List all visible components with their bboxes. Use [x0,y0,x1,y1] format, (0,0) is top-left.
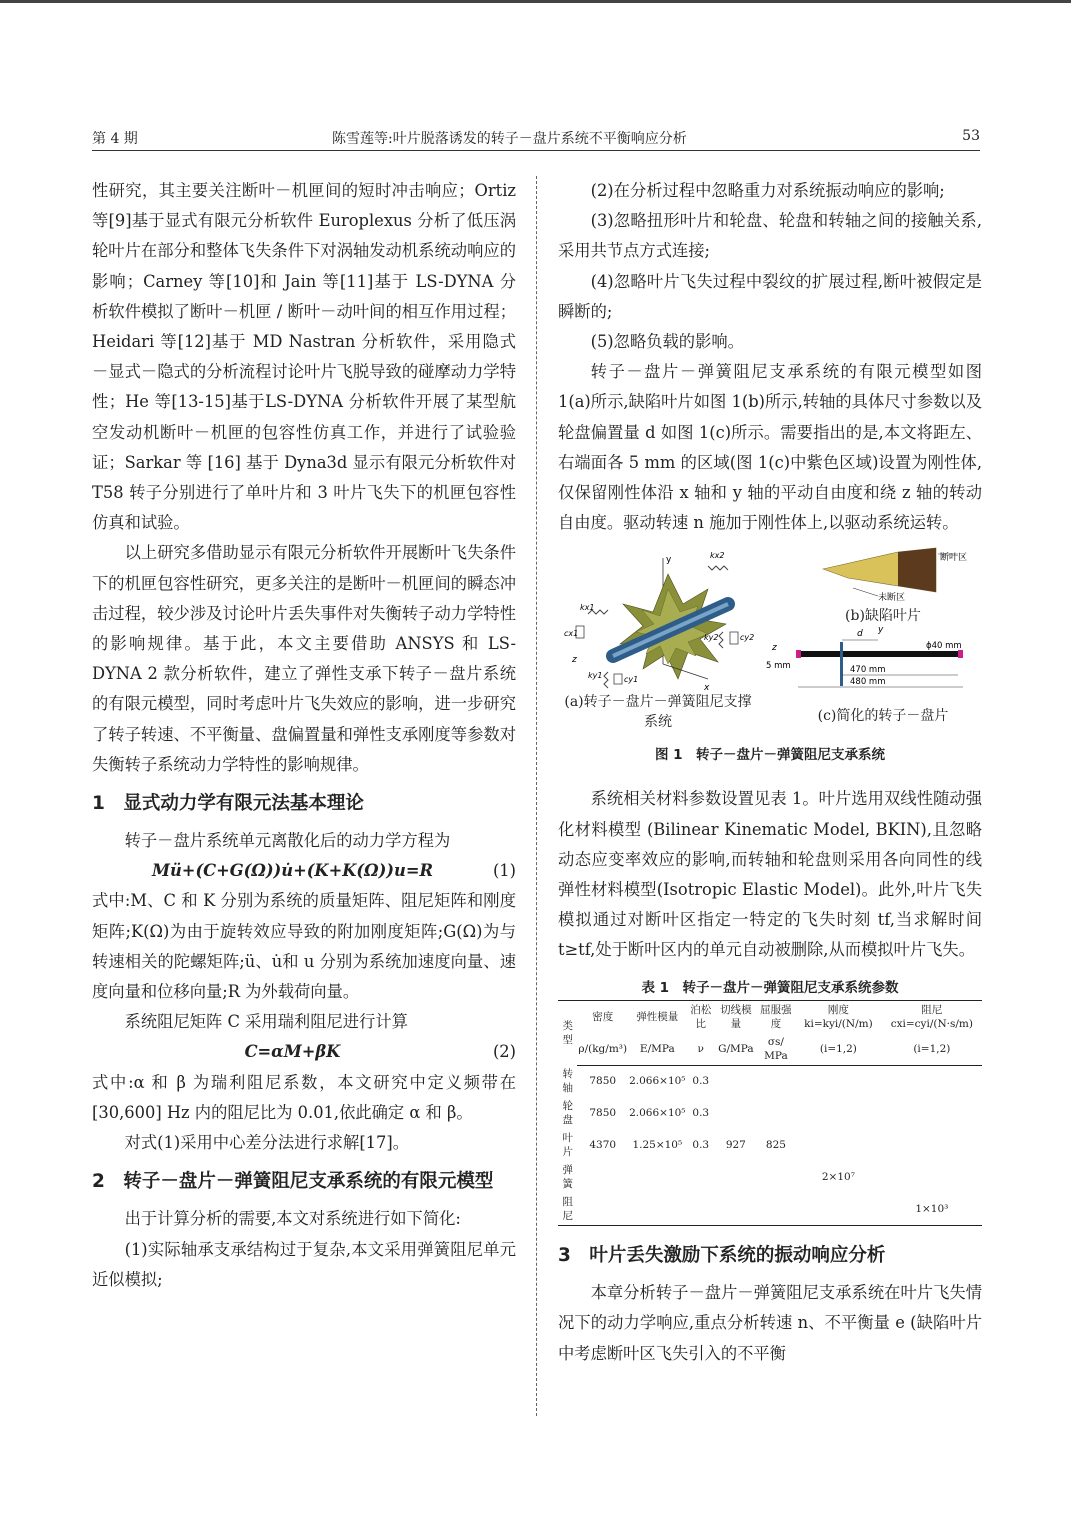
table-cell [795,1097,882,1129]
table-cell: 825 [765,1139,786,1152]
table-row [558,1129,982,1161]
equation-1 [92,856,516,886]
equation-formula: Mü+(C+G(Ω))u̇+(K+K(Ω))u=R [151,861,433,881]
svg-text:y: y [878,625,884,636]
table-cell [757,1193,795,1226]
paragraph: 转子－盘片系统单元离散化后的动力学方程为 [124,831,451,851]
right-column [558,176,982,1369]
table-cell: 4370 [589,1139,617,1152]
table-cell: 弹簧 [562,1164,573,1191]
table-cell: 叶片 [562,1132,573,1159]
paragraph: 对式(1)采用中心差分法进行求解[17]。 [124,1133,410,1153]
table-row [558,1193,982,1226]
paragraph: 出于计算分析的需要,本文对系统进行如下简化: [124,1209,461,1229]
table-cell: 0.3 [692,1107,710,1120]
paragraph: 式中:α 和 β 为瑞利阻尼系数，本文研究中定义频带在[30,600] Hz 内的阻尼比为 0.01,依此确定 α 和 β。 [92,1072,516,1122]
table-row [558,1161,982,1193]
x-axis-label: x [704,683,710,694]
left-column [92,176,516,1295]
table-header: 刚度 ki=kyi/(N/m) [795,1000,882,1033]
kx1-label: kx1 [580,603,595,613]
table-cell [687,1161,715,1193]
header-rule [92,150,980,151]
subcaption-b: (b)缺陷叶片 [845,608,921,625]
table-header: ν [687,1033,715,1066]
simplified-rotor [766,625,963,687]
paragraph: 本章分析转子－盘片－弹簧阻尼支承系统在叶片飞失情况下的动力学响应,重点分析转速 n、不平衡量 e (缺陷叶片中考虑断叶区飞失引入的不平衡 [558,1283,982,1363]
unbroken-zone-label: 未断区 [878,593,906,604]
paragraph: 系统阻尼矩阵 C 采用瑞利阻尼进行计算 [124,1012,408,1032]
table-cell [882,1161,982,1193]
rigid-region-right [958,650,963,658]
paragraph: 以上研究多借助显示有限元分析软件开展断叶飞失条件下的机匣包容性研究，更多关注的是断叶－机匣间的瞬态冲击过程，较少涉及讨论叶片丢失事件对失衡转子动力学特性的影响规律。基于此，本文主要借助 ANSYS 和 LS-DYNA 2 款分析软件，建立了弹性支承下转子－盘片系统的有限元模型，同时考虑叶片飞失效应的影响，进一步研究了转子转速、不平衡量、盘偏置量和弹性支承刚度等参数对失衡转子系统动力学特性的影响规律。 [92,543,516,774]
table-title: 表 1 转子－盘片－弹簧阻尼支承系统参数 [641,979,899,996]
table-cell: 1.25×10⁵ [632,1139,683,1152]
paragraph: 式中:M、C 和 K 分别为系统的质量矩阵、阻尼矩阵和刚度矩阵;K(Ω)为由于旋转效应导致的附加刚度矩阵;G(Ω)为与转速相关的陀螺矩阵;ü、u̇和 u 分别为系统加速度向量、速度向量和位移向量;R 为外载荷向量。 [92,891,516,1002]
table-cell [715,1161,757,1193]
paragraph: 转子－盘片－弹簧阻尼支承系统的有限元模型如图 1(a)所示,缺陷叶片如图 1(b)所示,转轴的具体尺寸参数以及轮盘偏置量 d 如图 1(c)所示。需要指出的是,本文将距左、右端面各 5 mm 的区域(图 1(c)中紫色区域)设置为刚性体,仅保留刚性体沿 x 轴和 y 轴的平动自由度和绕 z 轴的转动自由度。驱动转速 n 施加于刚性体上,以驱动系统运转。 [558,362,982,533]
page-number: 53 [962,128,980,144]
table-cell [757,1097,795,1129]
table-cell [757,1065,795,1097]
table-header: G/MPa [715,1033,757,1066]
table-header: 类型 [558,1000,577,1065]
table-header: (i=1,2) [795,1033,882,1066]
figure-1 [558,544,982,784]
table-cell [882,1097,982,1129]
table-header: 屈服强度 [757,1000,795,1033]
section-heading: 1 显式动力学有限元法基本理论 [92,793,364,815]
table-header: 泊松比 [687,1000,715,1033]
equation-2 [92,1037,516,1067]
table-cell [715,1065,757,1097]
paragraph: (5)忽略负载的影响。 [590,332,744,352]
top-border [0,0,1071,3]
table-header: ρ/(kg/m³) [577,1033,628,1066]
table-cell: 阻尼 [558,1193,577,1226]
table-cell [628,1161,686,1193]
table-header: σs/ MPa [757,1033,795,1066]
cy1-label: cy1 [624,675,639,685]
equation-number: (1) [492,861,516,881]
y-axis-label: y [666,555,672,566]
parameter-table [558,1000,982,1227]
cx1-label: cx1 [564,629,579,639]
broken-zone-label: 断叶区 [940,553,968,564]
ky1-label: ky1 [588,671,603,681]
svg-text:z: z [772,643,777,654]
table-row [558,1065,982,1097]
section-heading: 3 叶片丢失激励下系统的振动响应分析 [558,1245,886,1267]
equation-number: (2) [492,1042,516,1062]
table-cell [757,1161,795,1193]
paragraph: 性研究，其主要关注断叶－机匣间的短时冲击响应；Ortiz 等[9]基于显式有限元分析软件 Europlexus 分析了低压涡轮叶片在部分和整体飞失条件下对涡轴发动机系统动响应的影响；Carney 等[10]和 Jain 等[11]基于 LS-DYNA 分析软件模拟了断叶－机匣 / 断叶－动叶间的相互作用过程；Heidari 等[12]基于 MD Nastran 分析软件，采用隐式－显式－隐式的分析流程讨论叶片飞脱导致的碰摩动力学特性；He 等[13-15]基于LS-DYNA 分析软件开展了某型航空发动机断叶－机匣的包容性仿真工作，并进行了试验验证；Sarkar 等 [16] 基于 Dyna3d 显示有限元分析软件对 T58 转子分别进行了单叶片和 3 叶片飞失下的机匣包容性仿真和试验。 [92,181,516,533]
table-cell: 0.3 [692,1139,710,1152]
length-480-label: 480 mm [850,677,886,688]
table-cell [795,1065,882,1097]
paragraph: (4)忽略叶片飞失过程中裂纹的扩展过程,断叶被假定是瞬断的; [558,271,982,321]
figure-caption: 图 1 转子－盘片－弹簧阻尼支承系统 [654,747,886,764]
running-title: 陈雪莲等:叶片脱落诱发的转子－盘片系统不平衡响应分析 [332,131,687,147]
table-cell [628,1193,686,1226]
table-cell [715,1193,757,1226]
table-header: 弹性模量 [628,1000,686,1033]
table-header: (i=1,2) [882,1033,982,1066]
table-cell [882,1129,982,1161]
defective-blade [823,548,967,603]
table-cell [882,1065,982,1097]
paragraph: (1)实际轴承支承结构过于复杂,本文采用弹簧阻尼单元近似模拟; [92,1239,516,1289]
paragraph: (2)在分析过程中忽略重力对系统振动响应的影响; [590,181,945,200]
ky2-label: ky2 [704,633,719,643]
diameter-label: ϕ40 mm [926,641,962,652]
table-header: 密度 [577,1000,628,1033]
rigid-length-label: 5 mm [766,661,791,672]
table-cell: 1×10³ [882,1193,982,1226]
table-cell [795,1193,882,1226]
paragraph: 系统相关材料参数设置见表 1。叶片选用双线性随动强化材料模型 (Bilinear Kinematic Model, BKIN),且忽略动态应变率效应的影响,而转轴和轮盘则采用各向同性的线弹性材料模型(Isotropic Elastic Model)。此外,叶片飞失模拟通过对断叶区指定一特定的飞失时刻 tf,当求解时间 t≥tf,处于断叶区内的单元自动被删除,从而模拟叶片飞失。 [558,789,982,960]
column-divider [536,176,537,1416]
rigid-region-left [796,650,801,658]
table-cell [715,1097,757,1129]
table-cell: 轮盘 [562,1100,573,1127]
table-cell: 2.066×10⁵ [629,1075,686,1088]
table-cell: 2.066×10⁵ [629,1107,686,1120]
disk-simplified [840,642,843,686]
table-header: E/MPa [628,1033,686,1066]
table-cell [577,1193,628,1226]
table-cell [795,1129,882,1161]
section-heading: 2 转子－盘片－弹簧阻尼支承系统的有限元模型 [92,1171,494,1193]
table-cell [687,1193,715,1226]
z-axis-label: z [572,655,577,666]
table-cell: 0.3 [692,1075,710,1088]
table-cell: 2×10⁷ [821,1171,855,1184]
offset-d-label: d [857,629,863,640]
subcaption-c: (c)简化的转子－盘片 [817,708,949,725]
cy2-label: cy2 [740,633,755,643]
table-cell: 7850 [589,1075,617,1088]
issue-number: 第 4 期 [92,131,138,147]
table-cell: 转轴 [562,1068,573,1095]
table-row [558,1097,982,1129]
table-cell [577,1161,628,1193]
paragraph: (3)忽略扭形叶片和轮盘、轮盘和转轴之间的接触关系,采用共节点方式连接; [558,211,982,261]
length-470-label: 470 mm [850,665,886,676]
subcaption-a: (a)转子－盘片－弹簧阻尼支撑系统 [564,694,752,731]
running-header [92,128,980,148]
rotor-disk-model [564,551,754,693]
kx2-label: kx2 [710,551,725,561]
table-header: 阻尼 cxi=cyi/(N·s/m) [882,1000,982,1033]
table-cell: 927 [725,1139,746,1152]
table-header: 切线模量 [715,1000,757,1033]
table-cell: 7850 [589,1107,617,1120]
equation-formula: C=αM+βK [244,1042,341,1062]
